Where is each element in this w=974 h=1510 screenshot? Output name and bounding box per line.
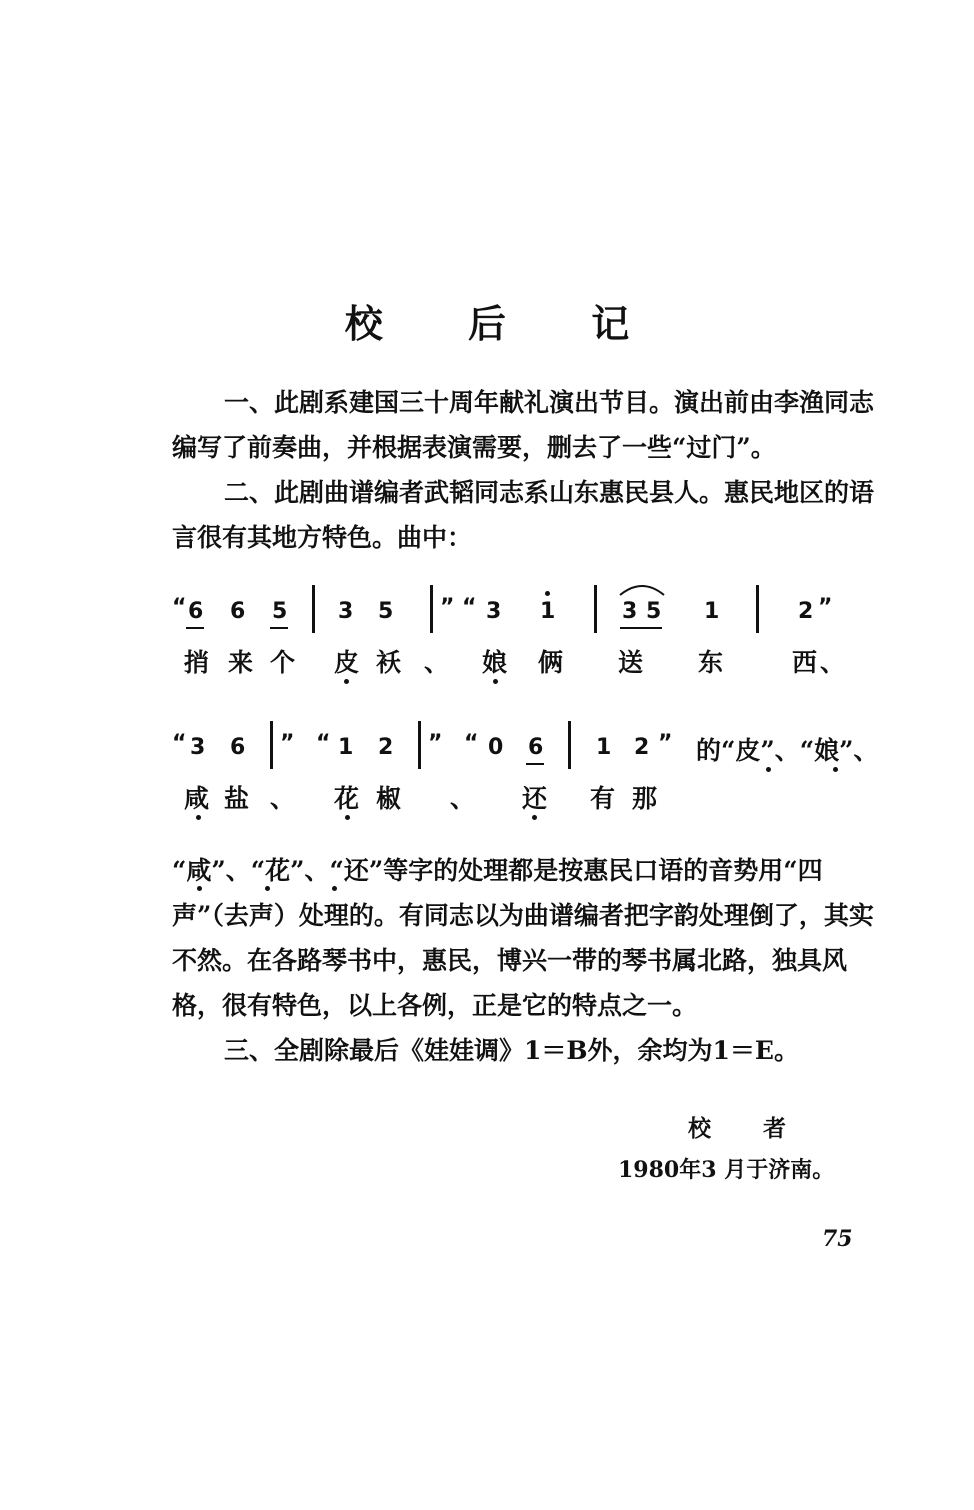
underline — [526, 763, 544, 765]
emphasis-dot — [493, 679, 498, 684]
emphasis-dot — [766, 767, 771, 772]
notation-row-2 — [172, 731, 877, 771]
note: 1 — [596, 735, 612, 760]
note: 3 — [622, 599, 638, 624]
note: ” — [440, 595, 455, 620]
underline — [186, 627, 204, 629]
note: ” — [658, 731, 673, 756]
lyric: 盐 — [224, 784, 250, 813]
note: 3 — [338, 599, 354, 624]
note: 1 — [540, 599, 556, 624]
page-number: 75 — [822, 1226, 853, 1252]
barline — [418, 721, 421, 769]
note: “ — [172, 731, 187, 756]
emphasis-dot — [833, 767, 838, 772]
note: “ — [172, 595, 187, 620]
lyric: 娘 — [482, 648, 508, 677]
emphasis-dot — [265, 886, 270, 891]
note: “ — [462, 595, 477, 620]
lyric: 袄 — [376, 648, 402, 677]
lyrics-row-2 — [172, 779, 872, 819]
underline — [620, 627, 662, 629]
note: 0 — [488, 735, 504, 760]
lyric: 、 — [270, 784, 296, 813]
note: 5 — [646, 599, 662, 624]
note: “ — [316, 731, 331, 756]
lyric: 俩 — [538, 648, 564, 677]
emphasis-dot — [197, 886, 202, 891]
note: 6 — [230, 599, 246, 624]
barline — [568, 721, 571, 769]
barline — [594, 585, 597, 633]
note: 5 — [378, 599, 394, 624]
lyric: 皮 — [334, 648, 360, 677]
note: 2 — [798, 599, 814, 624]
barline — [430, 585, 433, 633]
lyric: 还 — [522, 784, 548, 813]
note: 5 — [272, 599, 288, 624]
date-line: 1980年3 月于济南。 — [618, 1157, 835, 1183]
note: ” — [428, 731, 443, 756]
note: ” — [280, 731, 295, 756]
note: 2 — [378, 735, 394, 760]
lyrics-row-1 — [172, 643, 872, 683]
lyric: 、 — [450, 784, 476, 813]
emphasis-dot — [532, 815, 537, 820]
note: ” — [818, 595, 833, 620]
lyric: 送 — [618, 648, 644, 677]
notation-tail-text: 的“皮”、“娘”、 — [696, 736, 879, 765]
lyric: 那 — [632, 784, 658, 813]
note: “ — [464, 731, 479, 756]
note: 1 — [338, 735, 354, 760]
note: 1 — [704, 599, 720, 624]
signature: 校 者 — [688, 1115, 809, 1142]
underline — [270, 627, 288, 629]
lyric: 西 — [792, 648, 818, 677]
paragraph-1: 一、此剧系建国三十周年献礼演出节目。演出前由李渔同志编写了前奏曲，并根据表演需要，删去了一些“过门”。 — [172, 388, 875, 462]
lyric: 、 — [424, 648, 450, 677]
lyric: 咸 — [184, 784, 210, 813]
lyric: 来 — [228, 648, 254, 677]
lyric: 捎 — [184, 648, 210, 677]
slur-mark — [618, 579, 666, 597]
paragraph-2: 二、此剧曲谱编者武韬同志系山东惠民县人。惠民地区的语言很有其地方特色。曲中： — [172, 478, 875, 552]
paragraph-4: 三、全剧除最后《娃娃调》1＝B外，余均为1＝E。 — [224, 1036, 799, 1065]
note: 6 — [528, 735, 544, 760]
note: 3 — [486, 599, 502, 624]
barline — [312, 585, 315, 633]
note: 6 — [230, 735, 246, 760]
note: 2 — [634, 735, 650, 760]
paragraph-3: “咸”、“花”、“还”等字的处理都是按惠民口语的音势用“四声”（去声）处理的。有同志以为曲谱编者把字韵处理倒了，其实不然。在各路琴书中，惠民，博兴一带的琴书属北路，独具风格，很有特色，以上各例，正是它的特点之一。 — [172, 856, 874, 1020]
emphasis-dot — [344, 679, 349, 684]
lyric: 、 — [820, 648, 846, 677]
high-octave-dot — [545, 591, 550, 596]
barline — [270, 721, 273, 769]
emphasis-dot — [196, 815, 201, 820]
lyric: 椒 — [376, 784, 402, 813]
barline — [756, 585, 759, 633]
lyric: 东 — [698, 648, 724, 677]
emphasis-dot — [332, 886, 337, 891]
lyric: 花 — [334, 784, 360, 813]
emphasis-dot — [345, 815, 350, 820]
note: 3 — [190, 735, 206, 760]
lyric: 个 — [270, 648, 296, 677]
lyric: 有 — [590, 784, 616, 813]
page-title: 校 后 记 — [344, 301, 666, 346]
note: 6 — [188, 599, 204, 624]
notation-row-1 — [172, 595, 872, 635]
